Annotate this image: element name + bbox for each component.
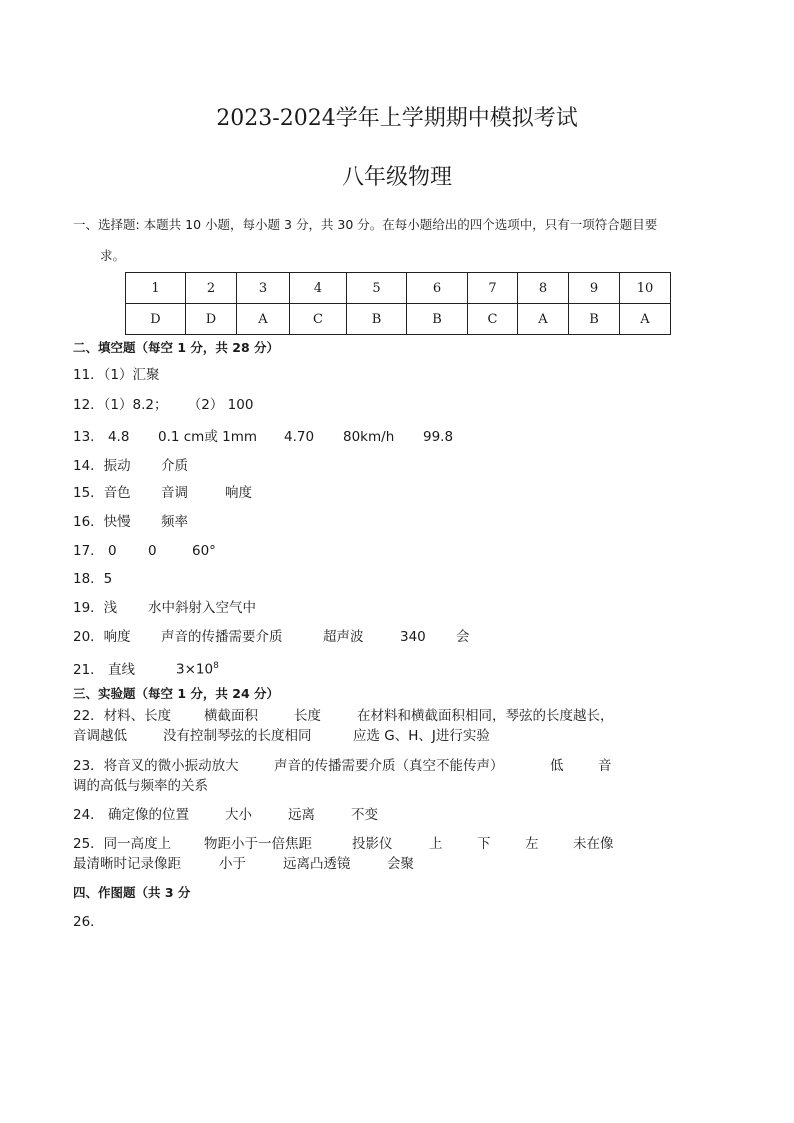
answer-text: 声音的传播需要介质 — [161, 629, 283, 645]
answer-line-14 — [73, 457, 188, 475]
answer-text: 上 — [429, 836, 443, 852]
section3-heading: 三、实验题（每空 1 分，共 24 分） — [73, 686, 280, 701]
answer-line-11 — [73, 366, 160, 384]
answer-text: 远离凸透镜 — [283, 856, 351, 872]
answer-text: 响度 — [225, 485, 252, 501]
table-cell: C — [290, 304, 347, 335]
answer-line-24 — [73, 806, 378, 824]
answer-text: 没有控制琴弦的长度相同 — [163, 728, 312, 744]
answer-text: 音调 — [161, 485, 188, 501]
page-subtitle: 八年级物理 — [341, 165, 452, 190]
answer-text: 横截面积 — [204, 708, 258, 724]
answer-table-number-row — [126, 273, 671, 304]
answer-line-25b — [73, 855, 414, 873]
table-cell: B — [569, 304, 620, 335]
answer-text: 0.1 cm或 1mm — [158, 429, 258, 445]
table-cell: A — [237, 304, 290, 335]
table-cell: 5 — [347, 273, 407, 304]
answer-text: 23．将音叉的微小振动放大 — [73, 758, 239, 774]
answer-text: 60° — [192, 543, 216, 559]
table-cell: 7 — [468, 273, 518, 304]
answer-text: 20．响度 — [73, 629, 131, 645]
answer-text: 下 — [477, 836, 491, 852]
answer-text: 水中斜射入空气中 — [148, 600, 256, 616]
answer-text: 21． 直线 — [73, 661, 135, 678]
section4-heading: 四、作图题（共 3 分 — [73, 885, 191, 900]
answer-line-22a — [73, 707, 614, 725]
answer-text: 0 — [148, 543, 157, 559]
answer-text: 25．同一高度上 — [73, 836, 172, 852]
section2-heading: 二、填空题（每空 1 分，共 28 分） — [73, 340, 280, 355]
table-cell: 6 — [407, 273, 468, 304]
answer-line-19 — [73, 599, 256, 617]
answer-text: 声音的传播需要介质（真空不能传声） — [274, 758, 504, 774]
answer-line-22b — [73, 727, 490, 745]
answer-text: 12．（1）8.2； — [73, 397, 168, 413]
answer-text: 13． 4.8 — [73, 429, 130, 445]
answer-line-23b — [73, 777, 208, 795]
page-title: 2023-2024学年上学期期中模拟考试 — [216, 106, 578, 131]
answer-text: 会聚 — [387, 856, 414, 872]
answer-text: 远离 — [288, 807, 315, 823]
table-cell: 1 — [126, 273, 186, 304]
answer-text: 15．音色 — [73, 485, 131, 501]
answer-text-base: 3×10 — [176, 661, 214, 678]
answer-text: 16．快慢 — [73, 514, 131, 530]
answer-text: 在材料和横截面积相同，琴弦的长度越长， — [357, 708, 614, 724]
answer-text: 大小 — [225, 807, 252, 823]
answer-text: 低 — [550, 758, 564, 774]
answer-line-20 — [73, 628, 470, 646]
answer-line-21 — [73, 657, 219, 679]
answer-text: 未在像 — [573, 836, 614, 852]
table-cell: 10 — [620, 273, 671, 304]
answer-line-23a — [73, 757, 612, 775]
answer-text: 4.70 — [284, 429, 315, 445]
answer-text: 99.8 — [423, 429, 454, 445]
answer-text: 频率 — [161, 514, 188, 530]
answer-text: 小于 — [219, 856, 246, 872]
answer-text: 340 — [400, 629, 426, 645]
table-cell: B — [407, 304, 468, 335]
answer-table — [125, 272, 671, 335]
answer-text: 24． 确定像的位置 — [73, 807, 189, 823]
table-cell: A — [518, 304, 569, 335]
answer-text — [176, 657, 219, 679]
answer-text: 会 — [456, 629, 470, 645]
answer-text: 22．材料、长度 — [73, 708, 172, 724]
answer-line-13 — [73, 428, 453, 446]
answer-text: 超声波 — [323, 629, 364, 645]
table-cell: 8 — [518, 273, 569, 304]
table-cell: 9 — [569, 273, 620, 304]
answer-line-17 — [73, 542, 216, 560]
answer-text: 调的高低与频率的关系 — [73, 778, 208, 794]
answer-text: 音 — [598, 758, 612, 774]
answer-text: 14．振动 — [73, 458, 131, 474]
answer-line-25a — [73, 835, 614, 853]
answer-text: 18．5 — [73, 571, 113, 587]
answer-table-answer-row — [126, 304, 671, 335]
answer-text: 不变 — [351, 807, 378, 823]
section1-intro-line1: 一、选择题: 本题共 10 小题，每小题 3 分，共 30 分。在每小题给出的四个选项中，只有一项符合题目要 — [73, 217, 658, 232]
answer-text: （2） 100 — [187, 397, 254, 413]
answer-text: 11．（1）汇聚 — [73, 367, 160, 383]
answer-text: 投影仪 — [352, 836, 393, 852]
table-cell: C — [468, 304, 518, 335]
answer-line-15 — [73, 484, 252, 502]
section1-intro-line2: 求。 — [100, 248, 126, 263]
answer-text: 80km/h — [343, 429, 395, 445]
table-cell: 2 — [186, 273, 237, 304]
table-cell: 4 — [290, 273, 347, 304]
answer-text: 介质 — [161, 458, 188, 474]
answer-text: 左 — [525, 836, 539, 852]
answer-text: 应选 G、H、J进行实验 — [353, 728, 490, 744]
answer-text: 19．浅 — [73, 600, 118, 616]
table-cell: D — [126, 304, 186, 335]
answer-text: 音调越低 — [73, 728, 127, 744]
answer-text: 物距小于一倍焦距 — [204, 836, 312, 852]
table-cell: A — [620, 304, 671, 335]
answer-text: 17． 0 — [73, 543, 117, 559]
answer-text: 最清晰时记录像距 — [73, 856, 181, 872]
answer-line-18 — [73, 570, 112, 588]
table-cell: 3 — [237, 273, 290, 304]
answer-line-12 — [73, 396, 253, 414]
exponent: 8 — [213, 661, 219, 671]
answer-line-26: 26． — [73, 914, 104, 930]
table-cell: B — [347, 304, 407, 335]
answer-line-16 — [73, 513, 188, 531]
answer-text: 长度 — [294, 708, 321, 724]
table-cell: D — [186, 304, 237, 335]
